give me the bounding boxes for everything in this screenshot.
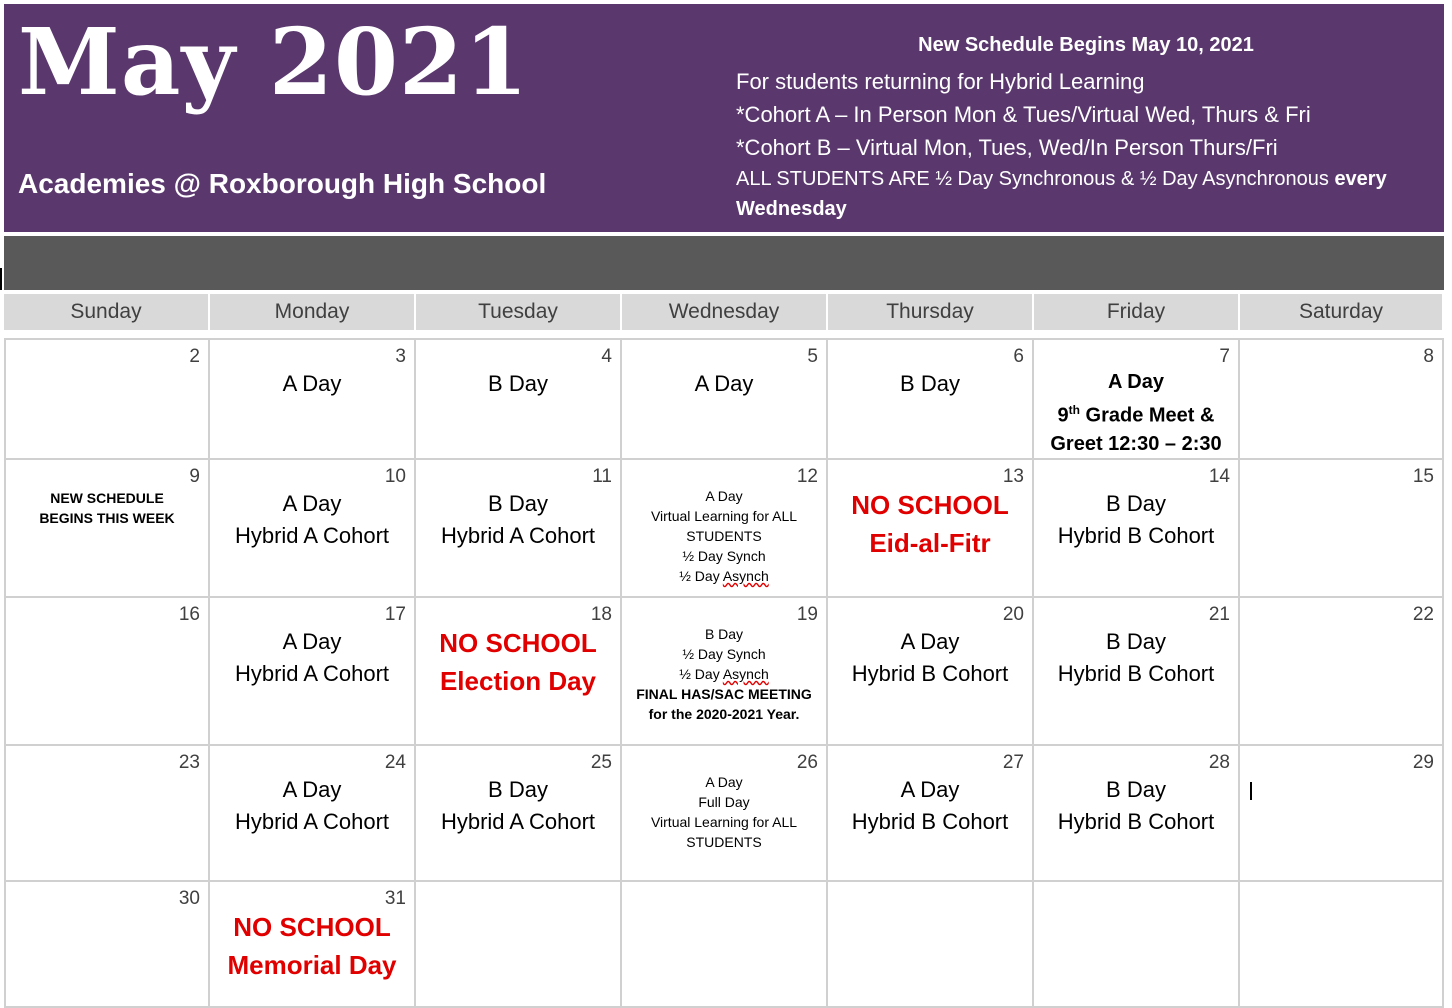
event-line: B Day: [704, 626, 744, 642]
day-events: [1034, 368, 1238, 458]
day-number: 10: [384, 466, 406, 487]
event-line: B Day: [488, 371, 548, 396]
event-line: ½ Day Synch: [682, 646, 766, 662]
day-number: 21: [1208, 604, 1230, 625]
event-line: B Day: [1106, 629, 1166, 654]
day-cell[interactable]: [1240, 460, 1444, 596]
event-line: B Day: [488, 491, 548, 516]
day-cell[interactable]: [1034, 460, 1240, 596]
day-cell[interactable]: [1240, 340, 1444, 458]
day-cell[interactable]: [622, 746, 828, 880]
schedule-notes: [736, 34, 1436, 224]
day-cell[interactable]: [416, 340, 622, 458]
day-cell[interactable]: [828, 746, 1034, 880]
calendar-grid: [4, 338, 1444, 1008]
day-cell[interactable]: [622, 882, 828, 1006]
day-events: [416, 624, 620, 700]
day-number: 19: [796, 604, 818, 625]
day-cell[interactable]: [210, 460, 416, 596]
day-events: [210, 488, 414, 552]
event-line: A Day: [900, 629, 960, 654]
day-events: [416, 774, 620, 838]
notes-line: *Cohort A – In Person Mon & Tues/Virtual Wed, Thurs & Fri: [736, 102, 1311, 127]
event-line: A Day: [282, 777, 342, 802]
day-number: 16: [178, 604, 200, 625]
day-events: [828, 486, 1032, 562]
day-cell[interactable]: [416, 460, 622, 596]
event-line: FINAL HAS/SAC MEETING: [636, 686, 812, 702]
event-line: Election Day: [439, 666, 597, 696]
day-cell[interactable]: [828, 882, 1034, 1006]
event-line: 9th Grade Meet &: [1057, 403, 1215, 427]
day-events: [416, 368, 620, 400]
day-number: 29: [1412, 752, 1434, 773]
day-number: 6: [1013, 346, 1024, 367]
day-events: [828, 626, 1032, 690]
day-cell[interactable]: [416, 882, 622, 1006]
day-cell[interactable]: [828, 340, 1034, 458]
day-events: [210, 774, 414, 838]
day-number: 13: [1002, 466, 1024, 487]
text-cursor: [1250, 782, 1252, 800]
day-cell[interactable]: [1034, 598, 1240, 744]
day-events: [622, 624, 826, 724]
weekday-tuesday: Tuesday: [416, 294, 622, 330]
day-number: 26: [796, 752, 818, 773]
notes-last-text: ALL STUDENTS ARE ½ Day Synchronous & ½ Day Asynchronous: [736, 168, 1329, 190]
day-events: [1034, 626, 1238, 690]
day-cell[interactable]: [828, 460, 1034, 596]
event-line: Hybrid A Cohort: [234, 523, 390, 548]
day-number: 12: [796, 466, 818, 487]
event-line: NO SCHOOL: [851, 490, 1009, 520]
event-line: Virtual Learning for ALL: [650, 508, 798, 524]
week-row: [4, 458, 1444, 596]
day-events: [210, 908, 414, 984]
day-number: 24: [384, 752, 406, 773]
event-line: for the 2020-2021 Year.: [648, 706, 800, 722]
day-number: 15: [1412, 466, 1434, 487]
day-events: [6, 488, 208, 528]
day-number: 5: [807, 346, 818, 367]
day-number: 28: [1208, 752, 1230, 773]
weekday-saturday: Saturday: [1240, 294, 1444, 330]
day-cell[interactable]: [4, 598, 210, 744]
day-cell[interactable]: [1240, 882, 1444, 1006]
event-line: Virtual Learning for ALL: [650, 814, 798, 830]
event-line: Hybrid B Cohort: [851, 809, 1009, 834]
day-cell[interactable]: [210, 340, 416, 458]
day-number: 23: [178, 752, 200, 773]
event-line: ½ Day Asynch: [679, 666, 769, 682]
weekday-header-row: [4, 294, 1444, 330]
notes-heading: New Schedule Begins May 10, 2021: [918, 34, 1254, 56]
day-events: [828, 774, 1032, 838]
day-events: [1034, 774, 1238, 838]
event-line: Full Day: [698, 794, 750, 810]
day-cell[interactable]: [1034, 746, 1240, 880]
event-line: ½ Day Synch: [682, 548, 766, 564]
event-line: Hybrid A Cohort: [440, 523, 596, 548]
day-events: [416, 488, 620, 552]
day-cell[interactable]: [210, 882, 416, 1006]
week-row: [4, 338, 1444, 458]
day-number: 7: [1219, 346, 1230, 367]
notes-last-bold: every Wednesday: [736, 168, 1387, 220]
event-line: Memorial Day: [227, 950, 397, 980]
day-cell[interactable]: [828, 598, 1034, 744]
day-number: 30: [178, 888, 200, 909]
event-line: B Day: [900, 371, 960, 396]
event-line: A Day: [282, 629, 342, 654]
event-line: BEGINS THIS WEEK: [39, 510, 175, 526]
weekday-wednesday: Wednesday: [622, 294, 828, 330]
event-line: Hybrid A Cohort: [234, 809, 390, 834]
notes-last-line: [736, 164, 1436, 224]
day-events: [622, 486, 826, 586]
day-number: 14: [1208, 466, 1230, 487]
day-cell[interactable]: [4, 746, 210, 880]
day-cell[interactable]: [1240, 746, 1444, 880]
day-number: 20: [1002, 604, 1024, 625]
day-cell[interactable]: [416, 746, 622, 880]
event-line: Hybrid A Cohort: [234, 661, 390, 686]
day-cell[interactable]: [210, 598, 416, 744]
event-line: A Day: [282, 371, 342, 396]
calendar-header: [4, 4, 1444, 232]
event-line: ½ Day Asynch: [679, 568, 769, 584]
day-cell[interactable]: [210, 746, 416, 880]
weekday-monday: Monday: [210, 294, 416, 330]
day-cell[interactable]: [622, 460, 828, 596]
day-number: 3: [395, 346, 406, 367]
day-number: 17: [384, 604, 406, 625]
day-cell[interactable]: [4, 340, 210, 458]
event-line: NEW SCHEDULE: [50, 490, 164, 506]
event-line: A Day: [705, 488, 743, 504]
event-line: A Day: [694, 371, 754, 396]
day-cell[interactable]: [622, 340, 828, 458]
month-title: May 2021: [18, 8, 529, 116]
day-cell[interactable]: [4, 882, 210, 1006]
week-row: [4, 880, 1444, 1008]
day-number: 8: [1423, 346, 1434, 367]
event-line: B Day: [488, 777, 548, 802]
day-cell[interactable]: [416, 598, 622, 744]
event-line: A Day: [282, 491, 342, 516]
event-line: Hybrid B Cohort: [1057, 661, 1215, 686]
day-events: [828, 368, 1032, 400]
day-events: [210, 368, 414, 400]
edge-marker: [0, 268, 2, 290]
event-line: Hybrid A Cohort: [440, 809, 596, 834]
event-line: Eid-al-Fitr: [869, 528, 991, 558]
event-line: Greet 12:30 – 2:30: [1050, 432, 1222, 455]
day-number: 31: [384, 888, 406, 909]
event-line: Hybrid B Cohort: [851, 661, 1009, 686]
weekday-sunday: Sunday: [4, 294, 210, 330]
day-number: 4: [601, 346, 612, 367]
day-cell[interactable]: [622, 598, 828, 744]
day-number: 25: [590, 752, 612, 773]
event-line: A Day: [1108, 371, 1164, 393]
event-line: B Day: [1106, 491, 1166, 516]
day-number: 27: [1002, 752, 1024, 773]
event-line: NO SCHOOL: [233, 912, 391, 942]
notes-line: *Cohort B – Virtual Mon, Tues, Wed/In Person Thurs/Fri: [736, 135, 1278, 160]
event-line: STUDENTS: [686, 528, 762, 544]
day-cell[interactable]: [1034, 340, 1240, 458]
day-number: 22: [1412, 604, 1434, 625]
event-line: B Day: [1106, 777, 1166, 802]
day-number: 11: [592, 466, 612, 487]
week-row: [4, 744, 1444, 880]
weekday-friday: Friday: [1034, 294, 1240, 330]
day-number: 9: [189, 466, 200, 487]
notes-line: For students returning for Hybrid Learning: [736, 69, 1145, 94]
event-line: STUDENTS: [686, 834, 762, 850]
event-line: Hybrid B Cohort: [1057, 809, 1215, 834]
weekday-thursday: Thursday: [828, 294, 1034, 330]
week-row: [4, 596, 1444, 744]
day-events: [210, 626, 414, 690]
school-name: Academies @ Roxborough High School: [18, 168, 547, 199]
event-line: A Day: [900, 777, 960, 802]
day-events: [622, 368, 826, 400]
event-line: Hybrid B Cohort: [1057, 523, 1215, 548]
day-cell[interactable]: [1034, 882, 1240, 1006]
day-events: [1034, 488, 1238, 552]
day-number: 18: [590, 604, 612, 625]
event-line: A Day: [705, 774, 743, 790]
event-line: NO SCHOOL: [439, 628, 597, 658]
separator-bar: [4, 236, 1444, 290]
day-events: [622, 772, 826, 852]
day-cell[interactable]: [1240, 598, 1444, 744]
day-cell[interactable]: [4, 460, 210, 596]
day-number: 2: [189, 346, 200, 367]
